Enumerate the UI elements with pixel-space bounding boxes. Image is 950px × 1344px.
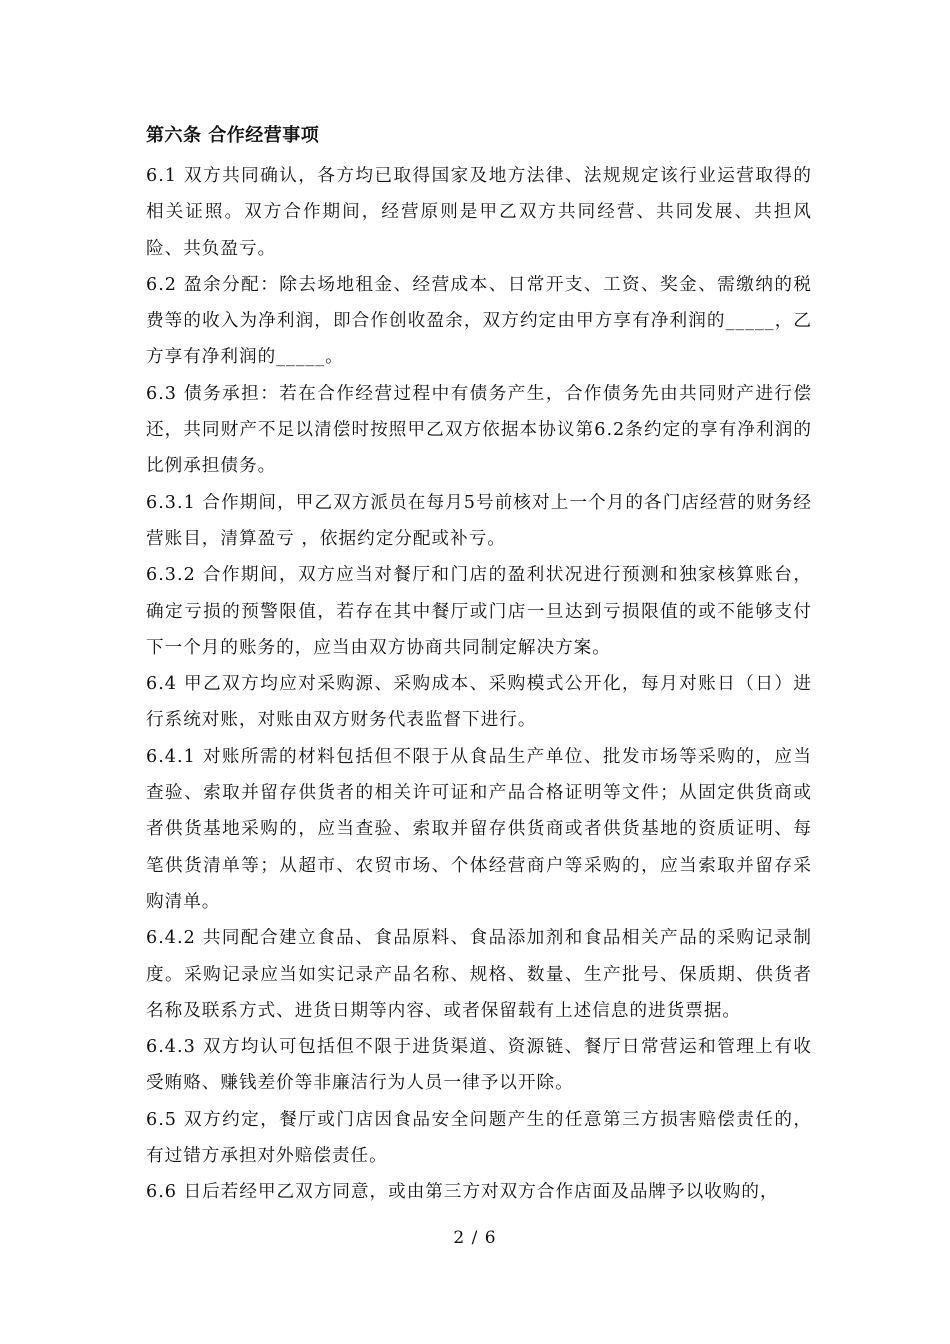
clause-6-4-2: 6.4.2 共同配合建立食品、食品原料、食品添加剂和食品相关产品的采购记录制度。采购记录应当如实记录产品名称、规格、数量、生产批号、保质期、供货者名称及联系方式、进货日期等内容、或者保留载有上述信息的进货票据。 bbox=[146, 928, 812, 1021]
clause-6-3: 6.3 债务承担：若在合作经营过程中有债务产生，合作债务先由共同财产进行偿还，共同财产不足以清偿时按照甲乙双方依据本协议第6.2条约定的享有净利润的比例承担债务。 bbox=[146, 383, 812, 477]
clause-6-2: 6.2 盈余分配：除去场地租金、经营成本、日常开支、工资、奖金、需缴纳的税费等的收入为净利润，即合作创收盈余，双方约定由甲方享有净利润的_____，乙方享有净利润的_____。 bbox=[146, 274, 812, 368]
clause-6-6: 6.6 日后若经甲乙双方同意，或由第三方对双方合作店面及品牌予以收购的， bbox=[146, 1182, 779, 1203]
clause-6-4-1: 6.4.1 对账所需的材料包括但不限于从食品生产单位、批发市场等采购的，应当查验、索取并留存供货者的相关许可证和产品合格证明等文件；从固定供货商或者供货基地采购的，应当查验、索取并留存供货商或者供货基地的资质证明、每笔供货清单等；从超市、农贸市场、个体经营商户等采购的，应当索取并留存采购清单。 bbox=[146, 746, 812, 912]
clause-6-1: 6.1 双方共同确认，各方均已取得国家及地方法律、法规规定该行业运营取得的相关证照。双方合作期间，经营原则是甲乙双方共同经营、共同发展、共担风险、共负盈亏。 bbox=[146, 166, 812, 259]
clause-6-5: 6.5 双方约定，餐厅或门店因食品安全问题产生的任意第三方损害赔偿责任的，有过错方承担对外赔偿责任。 bbox=[146, 1109, 812, 1167]
document-body bbox=[146, 122, 812, 1211]
clause-6-3-2: 6.3.2 合作期间，双方应当对餐厅和门店的盈利状况进行预测和独家核算账台，确定亏损的预警限值，若存在其中餐厅或门店一旦达到亏损限值的或不能够支付下一个月的账务的，应当由双方协商共同制定解决方案。 bbox=[146, 565, 812, 658]
clause-6-4: 6.4 甲乙双方均应对采购源、采购成本、采购模式公开化，每月对账日（日）进行系统对账，对账由双方财务代表监督下进行。 bbox=[146, 674, 812, 731]
section-heading: 第六条 合作经营事项 bbox=[146, 125, 320, 146]
page-number: 2 / 6 bbox=[453, 1228, 497, 1248]
clause-6-4-3: 6.4.3 双方均认可包括但不限于进货渠道、资源链、餐厅日常营运和管理上有收受贿赂、赚钱差价等非廉洁行为人员一律予以开除。 bbox=[146, 1037, 812, 1094]
clause-6-3-1: 6.3.1 合作期间，甲乙双方派员在每月5号前核对上一个月的各门店经营的财务经营账目，清算盈亏 ，依据约定分配或补亏。 bbox=[146, 492, 812, 549]
